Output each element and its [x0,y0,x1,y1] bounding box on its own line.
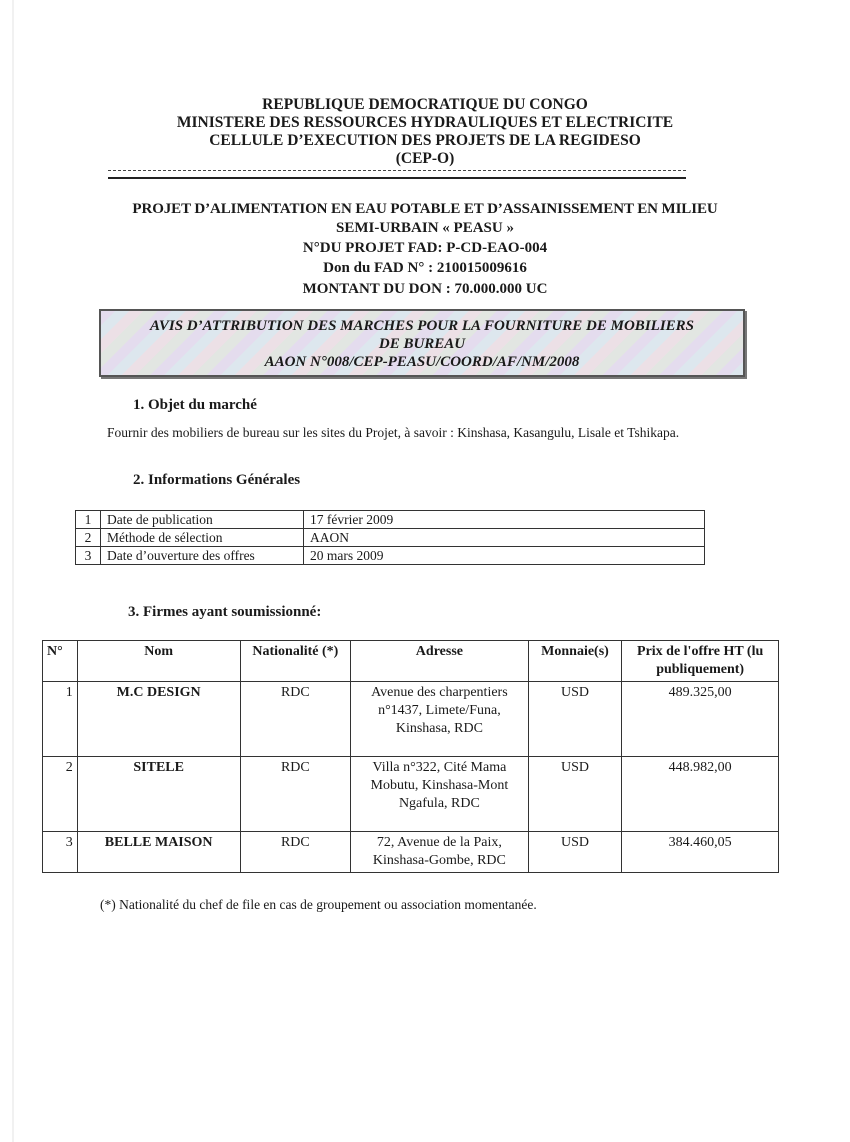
info-label: Date d’ouverture des offres [101,547,304,565]
scan-edge-artifact [12,0,14,1142]
firm-name: BELLE MAISON [77,832,240,873]
project-info [100,200,750,299]
table-row [43,682,779,757]
project-title-line: PROJET D’ALIMENTATION EN EAU POTABLE ET D’ASSAINISSEMENT EN MILIEU [132,201,718,217]
header-line: REPUBLIQUE DEMOCRATIQUE DU CONGO [262,96,588,113]
section-1-title: 1. Objet du marché [133,397,257,413]
ministry-header [100,96,750,168]
header-line: (CEP-O) [395,150,455,167]
solid-rule [108,177,686,179]
firm-nationality: RDC [240,832,350,873]
table-row [43,757,779,832]
firm-price: 448.982,00 [622,757,779,832]
dashed-rule [108,170,686,171]
section-2-title: 2. Informations Générales [133,472,301,488]
header-line: MINISTERE DES RESSOURCES HYDRAULIQUES ET ELECTRICITE [176,114,674,131]
col-price: Prix de l'offre HT (lu publiquement) [622,641,779,682]
header-divider [108,170,686,179]
firm-price: 489.325,00 [622,682,779,757]
table-row [43,832,779,873]
table-row [76,529,705,547]
project-title-line: SEMI-URBAIN « PEASU » [336,220,514,236]
info-value: AAON [304,529,705,547]
grant-number: Don du FAD N° : 210015009616 [323,260,527,276]
project-number: N°DU PROJET FAD: P-CD-EAO-004 [302,240,548,256]
bidders-table [42,640,779,873]
firm-address: Avenue des charpentiers n°1437, Limete/Funa, Kinshasa, RDC [351,682,529,757]
row-number: 1 [76,511,101,529]
info-value: 20 mars 2009 [304,547,705,565]
col-name: Nom [77,641,240,682]
banner-line: DE BUREAU [378,336,466,352]
row-number: 1 [43,682,78,757]
row-number: 3 [43,832,78,873]
table-row [76,547,705,565]
firm-currency: USD [528,832,622,873]
firm-name: M.C DESIGN [77,682,240,757]
firm-currency: USD [528,682,622,757]
firm-currency: USD [528,757,622,832]
col-address: Adresse [351,641,529,682]
section-3-title: 3. Firmes ayant soumissionné: [128,604,322,620]
row-number: 2 [76,529,101,547]
col-number: N° [43,641,78,682]
table-header-row [43,641,779,682]
table-row [76,511,705,529]
firm-nationality: RDC [240,682,350,757]
notice-title-banner [99,309,745,377]
row-number: 3 [76,547,101,565]
firm-name: SITELE [77,757,240,832]
info-label: Date de publication [101,511,304,529]
section-1-text: Fournir des mobiliers de bureau sur les sites du Projet, à savoir : Kinshasa, Kasangulu, Lisale et Tshikapa. [107,425,680,440]
banner-line: AAON N°008/CEP-PEASU/COORD/AF/NM/2008 [264,354,580,370]
grant-amount: MONTANT DU DON : 70.000.000 UC [302,281,548,297]
row-number: 2 [43,757,78,832]
col-nationality: Nationalité (*) [240,641,350,682]
general-info-table [75,510,705,565]
info-value: 17 février 2009 [304,511,705,529]
footnote: (*) Nationalité du chef de file en cas de groupement ou association momentanée. [100,897,537,912]
firm-address: 72, Avenue de la Paix, Kinshasa-Gombe, RDC [351,832,529,873]
header-line: CELLULE D’EXECUTION DES PROJETS DE LA REGIDESO [209,132,641,149]
firm-address: Villa n°322, Cité Mama Mobutu, Kinshasa-Mont Ngafula, RDC [351,757,529,832]
banner-line: AVIS D’ATTRIBUTION DES MARCHES POUR LA FOURNITURE DE MOBILIERS [149,318,695,334]
firm-nationality: RDC [240,757,350,832]
firm-price: 384.460,05 [622,832,779,873]
col-currency: Monnaie(s) [528,641,622,682]
info-label: Méthode de sélection [101,529,304,547]
